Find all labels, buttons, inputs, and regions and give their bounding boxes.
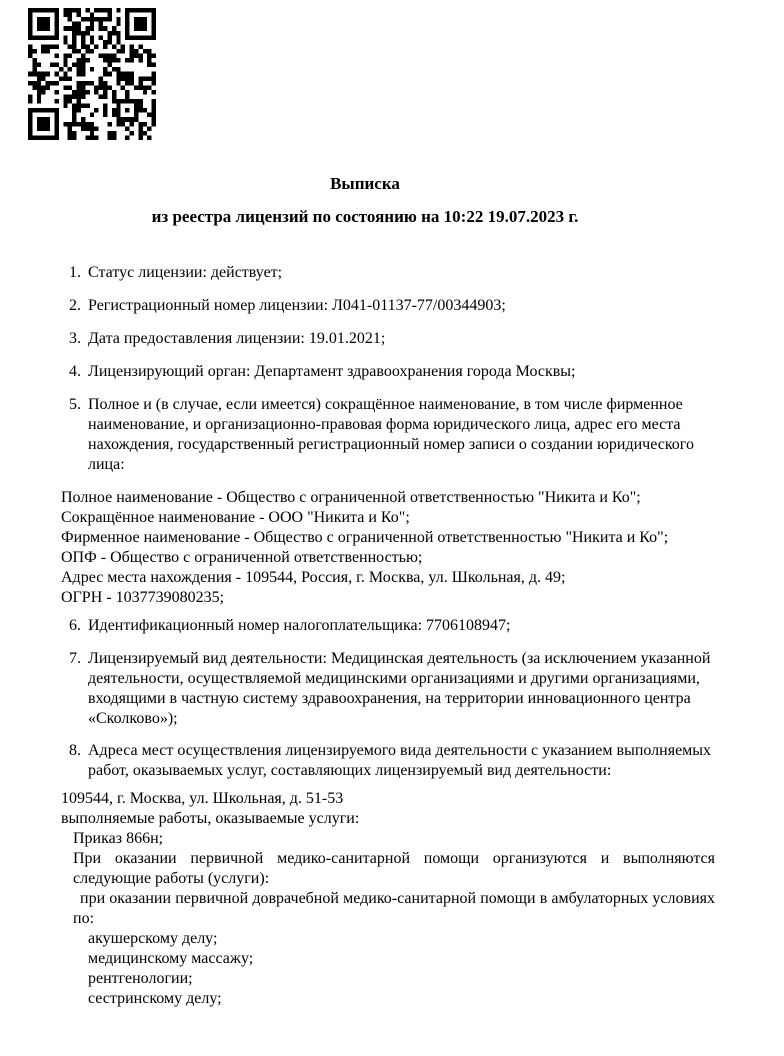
qr-code xyxy=(28,8,156,140)
pre-medical-care-paragraph: при оказании первичной доврачебной медико-санитарной помощи в амбулаторных условиях по: xyxy=(73,890,715,927)
item-2-number: 2. xyxy=(69,297,81,314)
item-licensing-authority xyxy=(61,362,715,382)
activity-address: 109544, г. Москва, ул. Школьная, д. 51-53 xyxy=(61,790,344,807)
org-short-name: Сокращённое наименование - ООО "Никита и Ко"; xyxy=(61,509,410,526)
service-item-massage: медицинскому массажу; xyxy=(88,950,254,967)
item-3-number: 3. xyxy=(69,330,81,347)
item-3-text: Дата предоставления лицензии: 19.01.2021; xyxy=(88,330,386,347)
activity-address-block xyxy=(61,789,715,829)
item-grant-date xyxy=(61,329,715,349)
service-item-radiology: рентгенологии; xyxy=(88,970,193,987)
item-license-status xyxy=(61,263,715,283)
document-subtitle: из реестра лицензий по состоянию на 10:22 19.07.2023 г. xyxy=(151,207,579,226)
item-registration-number xyxy=(61,296,715,316)
item-activity-addresses xyxy=(61,741,715,781)
org-ogrn: ОГРН - 1037739080235; xyxy=(61,589,225,606)
item-legal-entity-info xyxy=(61,395,715,475)
item-taxpayer-number xyxy=(61,616,715,636)
item-5-text: Полное и (в случае, если имеется) сокращённое наименование, в том числе фирменное наименование, и организационно-правовая форма юридического лица, адрес его места нахождения, государственный регистрационный номер записи о создании юридического лица: xyxy=(88,396,694,473)
title-block xyxy=(61,174,669,227)
order-reference: Приказ 866н; xyxy=(73,830,164,847)
item-2-text: Регистрационный номер лицензии: Л041-01137-77/00344903; xyxy=(88,297,506,314)
item-7-text: Лицензируемый вид деятельности: Медицинская деятельность (за исключением указанной деятельности, осуществляемой медицинскими организациями и другими организациями, входящими в частную систему здравоохранения, на территории инновационного центра «Сколково»); xyxy=(88,650,711,727)
item-1-text: Статус лицензии: действует; xyxy=(88,264,283,281)
item-6-text: Идентификационный номер налогоплательщика: 7706108947; xyxy=(88,617,511,634)
item-1-number: 1. xyxy=(69,264,81,281)
works-header: выполняемые работы, оказываемые услуги: xyxy=(61,810,360,827)
org-brand-name: Фирменное наименование - Общество с ограниченной ответственностью "Никита и Ко"; xyxy=(61,529,669,546)
services-list xyxy=(61,929,715,1009)
item-5-number: 5. xyxy=(69,396,81,413)
item-7-number: 7. xyxy=(69,650,81,667)
item-8-number: 8. xyxy=(69,742,81,759)
service-item-obstetrics: акушерскому делу; xyxy=(88,930,218,947)
org-legal-form: ОПФ - Общество с ограниченной ответственностью; xyxy=(61,549,423,566)
item-licensed-activity xyxy=(61,649,715,729)
service-item-nursing: сестринскому делу; xyxy=(88,990,222,1007)
org-full-name: Полное наименование - Общество с ограниченной ответственностью "Никита и Ко"; xyxy=(61,489,641,506)
item-4-number: 4. xyxy=(69,363,81,380)
document-title: Выписка xyxy=(330,174,400,193)
org-address: Адрес места нахождения - 109544, Россия, г. Москва, ул. Школьная, д. 49; xyxy=(61,569,566,586)
item-4-text: Лицензирующий орган: Департамент здравоохранения города Москвы; xyxy=(88,363,576,380)
item-8-text: Адреса мест осуществления лицензируемого вида деятельности с указанием выполняемых работ, оказываемых услуг, составляющих лицензируемый вид деятельности: xyxy=(88,742,712,779)
primary-care-paragraph: При оказании первичной медико-санитарной помощи организуются и выполняются следующие работы (услуги): xyxy=(73,850,715,887)
organization-details xyxy=(61,488,715,608)
item-6-number: 6. xyxy=(69,617,81,634)
